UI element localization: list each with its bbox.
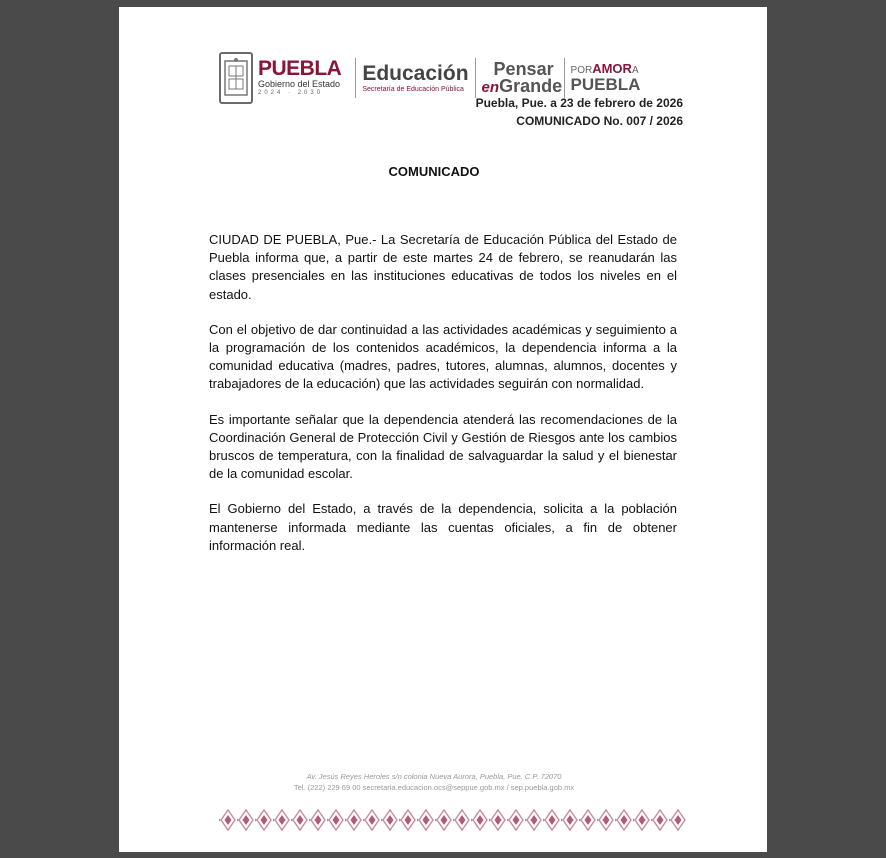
footer-address: Av. Jesús Reyes Heroles s/n colonia Nueva Aurora, Puebla, Pue. C.P. 72070 (306, 772, 562, 781)
body-paragraph: Es importante señalar que la dependencia atenderá las recomendaciones de la Coordinación General de Protección Civil y Gestión de Riesgos ante los cambios bruscos de temperatura, con la finalidad de salvaguardar la salud y el bienestar de la comunidad escolar. (209, 411, 677, 482)
state-seal-icon (219, 52, 253, 104)
pensar-logo-en: en (481, 78, 500, 96)
amor-logo-amor: AMOR (592, 61, 632, 76)
amor-logo-puebla: PUEBLA (570, 75, 641, 94)
body-paragraph: Con el objetivo de dar continuidad a las actividades académicas y seguimiento a la programación de los contenidos académicos, la dependencia informa a la comunidad educativa (madres, padres, tutores, alumnas, alumnos, docentes y trabajadores de la educación) que las actividades seguirán con normalidad. (209, 321, 677, 392)
document-title: COMUNICADO (388, 164, 480, 179)
document-page (119, 7, 767, 852)
pensar-logo-grande: Grande (499, 75, 563, 96)
communique-number: COMUNICADO No. 007 / 2026 (516, 114, 683, 128)
puebla-logo-subtitle: Gobierno del Estado (258, 79, 341, 89)
date-line: Puebla, Pue. a 23 de febrero de 2026 (475, 96, 683, 110)
document-body (209, 231, 677, 572)
education-logo (362, 63, 468, 94)
pensar-logo-top: Pensar (493, 58, 554, 79)
education-logo-name: Educación (362, 61, 469, 85)
amor-logo-a: A (631, 65, 639, 76)
footer-contact: Tel. (222) 229 69 00 secretaria.educacion.ocs@seppue.gob.mx / sep.puebla.gob.mx (293, 783, 575, 792)
logo-divider (564, 58, 565, 98)
puebla-logo-years: 2024 · 2030 (258, 90, 324, 96)
education-logo-subtitle: Secretaría de Educación Pública (362, 85, 464, 93)
logo-divider (355, 58, 356, 98)
puebla-logo-name: PUEBLA (258, 57, 342, 80)
pensar-en-grande-logo (481, 58, 563, 96)
puebla-logo (258, 59, 341, 97)
body-paragraph: El Gobierno del Estado, a través de la dependencia, solicita a la población mantenerse informada mediante las cuentas oficiales, a fin de obtener información real. (209, 501, 677, 553)
decorative-pattern-icon (219, 808, 687, 832)
por-amor-a-puebla-logo (571, 63, 641, 93)
amor-logo-por: POR (570, 65, 593, 76)
body-paragraph: CIUDAD DE PUEBLA, Pue.- La Secretaría de Educación Pública del Estado de Puebla informa que, a partir de este martes 24 de febrero, se reanudarán las clases presenciales en las instituciones educativas de todos los niveles en el estado. (209, 232, 677, 302)
logo-divider (475, 58, 476, 98)
